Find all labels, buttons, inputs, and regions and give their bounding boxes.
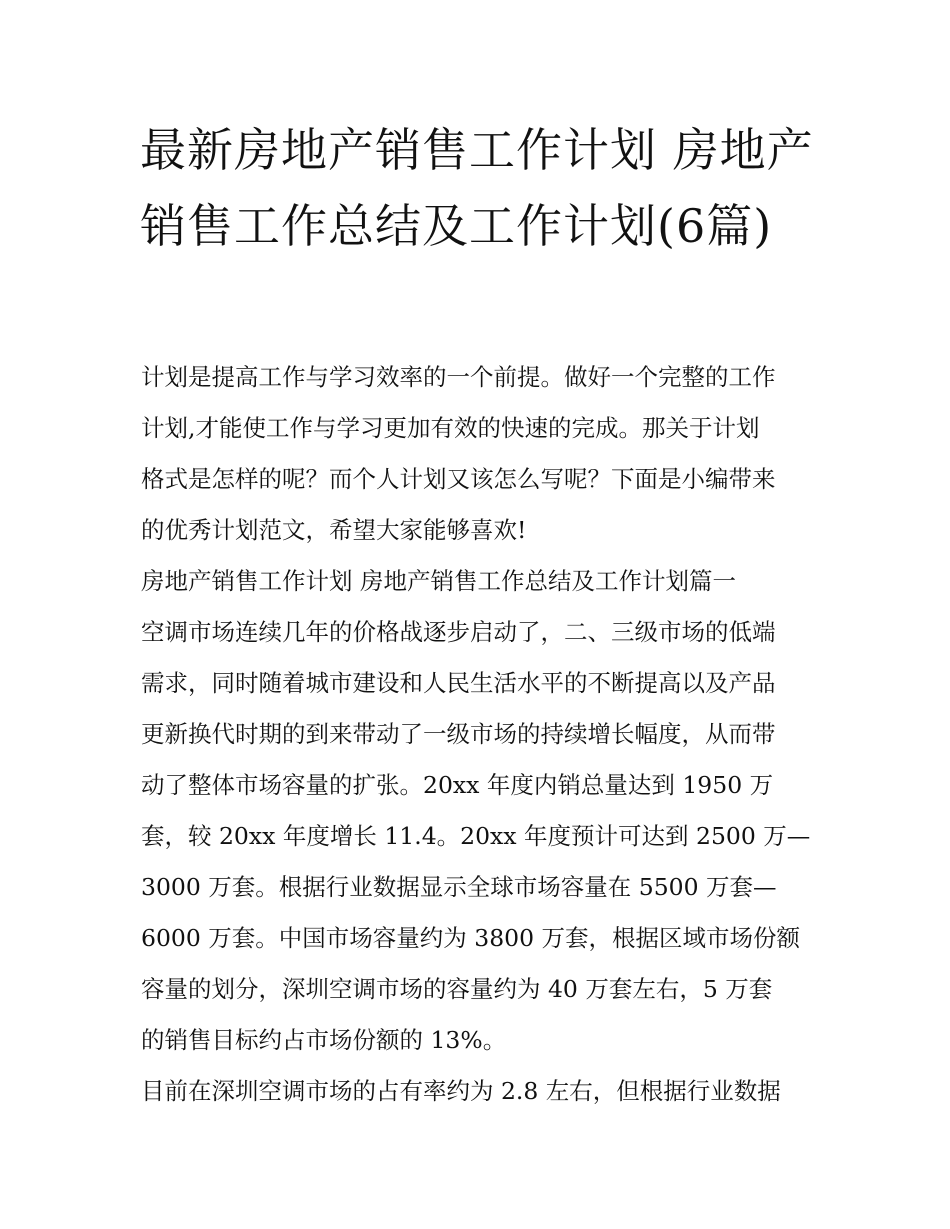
- paragraph-line-5: 套，较 20xx 年度增长 11.4。20xx 年度预计可达到 2500 万—: [141, 822, 811, 850]
- paragraph-line-4: 动了整体市场容量的扩张。20xx 年度内销总量达到 1950 万: [141, 771, 774, 799]
- paragraph-line-2: 需求，同时随着城市建设和人民生活水平的不断提高以及产品: [141, 669, 776, 697]
- document-title: 最新房地产销售工作计划 房地产销售工作总结及工作计划(6篇): [140, 123, 814, 253]
- paragraph-line-9: 的销售目标约占市场份额的 13%。: [141, 1026, 507, 1054]
- paragraph-line-6: 3000 万套。根据行业数据显示全球市场容量在 5500 万套—: [141, 873, 777, 901]
- intro-line-4: 的优秀计划范文，希望大家能够喜欢!: [141, 516, 527, 544]
- intro-line-3: 格式是怎样的呢？而个人计划又该怎么写呢？下面是小编带来: [141, 465, 776, 493]
- intro-line-1: 计划是提高工作与学习效率的一个前提。做好一个完整的工作: [141, 363, 776, 391]
- section-heading: 房地产销售工作计划 房地产销售工作总结及工作计划篇一: [141, 567, 736, 595]
- paragraph-line-7: 6000 万套。中国市场容量约为 3800 万套，根据区域市场份额: [141, 924, 801, 952]
- paragraph-line-1: 空调市场连续几年的价格战逐步启动了，二、三级市场的低端: [141, 618, 776, 646]
- intro-line-2: 计划,才能使工作与学习更加有效的快速的完成。那关于计划: [141, 414, 760, 442]
- paragraph-2-line-1: 目前在深圳空调市场的占有率约为 2.8 左右，但根据行业数据: [141, 1077, 781, 1105]
- paragraph-line-8: 容量的划分，深圳空调市场的容量约为 40 万套左右，5 万套: [141, 975, 773, 1003]
- paragraph-line-3: 更新换代时期的到来带动了一级市场的持续增长幅度，从而带: [141, 720, 776, 748]
